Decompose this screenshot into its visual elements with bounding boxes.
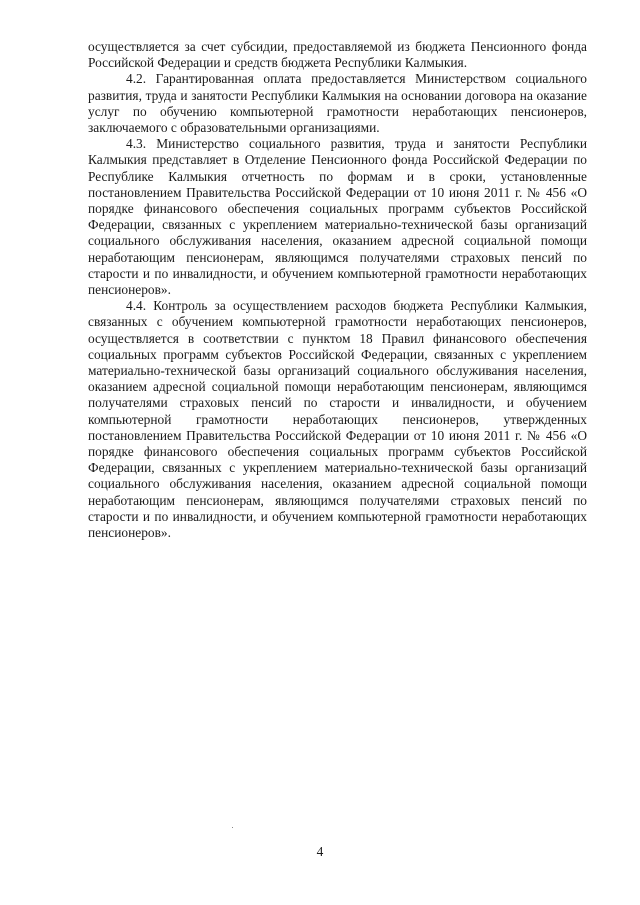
paragraph-4-2: 4.2. Гарантированная оплата предоставляется Министерством социального развития, труда и занятости Республики Калмыкия на основании договора на оказание услуг по обучению компьютерной грамотности неработающих пенсионеров, заключаемого с образовательными организациями.: [88, 71, 587, 136]
page-number: 4: [316, 844, 324, 859]
paragraph-4-4: 4.4. Контроль за осуществлением расходов бюджета Республики Калмыкия, связанных с обучением компьютерной грамотности неработающих пенсионеров, осуществляется в соответствии с пунктом 18 Правил финансового обеспечения социальных программ субъектов Российской Федерации, связанных с укреплением материально-технической базы организаций социального обслуживания населения, оказанием адресной социальной помощи неработающим пенсионерам, являющимся получателями страховых пенсий по старости и инвалидности, и обучением компьютерной грамотности неработающих пенсионеров, утвержденных постановлением Правительства Российской Федерации от 10 июня 2011 г. № 456 «О порядке финансового обеспечения социальных программ субъектов Российской Федерации, связанных с укреплением материально-технической базы организаций социального обслуживания населения, оказанием адресной социальной помощи неработающим пенсионерам, являющимся получателями страховых пенсий по старости и по инвалидности, и обучением компьютерной грамотности неработающих пенсионеров».: [88, 298, 587, 541]
paragraph-continuation: осуществляется за счет субсидии, предоставляемой из бюджета Пенсионного фонда Российской Федерации и средств бюджета Республики Калмыкия.: [88, 39, 587, 71]
paragraph-4-3: 4.3. Министерство социального развития, труда и занятости Республики Калмыкия представляет в Отделение Пенсионного фонда Российской Федерации по Республике Калмыкия отчетность по формам и в сроки, установленные постановлением Правительства Российской Федерации от 10 июня 2011 г. № 456 «О порядке финансового обеспечения социальных программ субъектов Российской Федерации, связанных с укреплением материально-технической базы организаций социального обслуживания населения, оказанием адресной социальной помощи неработающим пенсионерам, являющимся получателями страховых пенсий по старости и по инвалидности, и обучением компьютерной грамотности неработающих пенсионеров».: [88, 136, 587, 298]
scan-artifact: [232, 827, 233, 828]
document-body: [88, 39, 587, 541]
